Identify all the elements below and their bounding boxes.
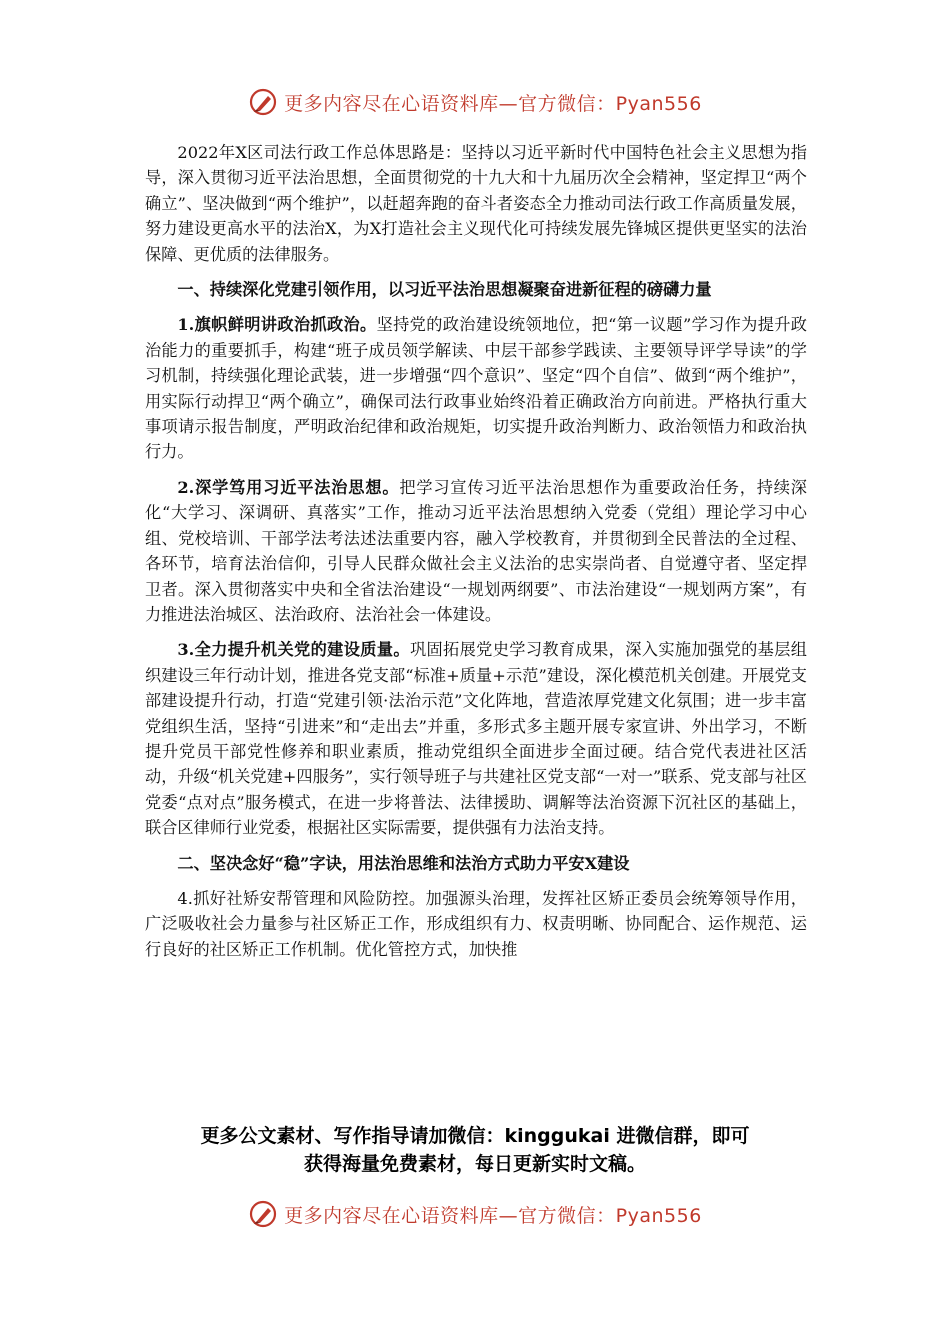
promo-line-1: 更多公文素材、写作指导请加微信：kinggukai 进微信群，即可 [200,1125,750,1147]
promo-notice [0,1122,950,1178]
item-3-body: 巩固拓展党史学习教育成果，深入实施加强党的基层组织建设三年行动计划，推进各党支部“标准+质量+示范”建设，深化模范机关创建。开展党支部建设提升行动，打造“党建引领·法治示范”文化阵地，营造浓厚党建文化氛围；进一步丰富党组织生活，坚持“引进来”和“走出去”并重，多形式多主题开展专家宣讲、外出学习，不断提升党员干部党性修养和职业素质，推动党组织全面进步全面过硬。结合党代表进社区活动，升级“机关党建+四服务”，实行领导班子与共建社区党支部“一对一”联系、党支部与社区党委“点对点”服务模式，在进一步将普法、法律援助、调解等法治资源下沉社区的基础上，联合区律师行业党委，根据社区实际需要，提供强有力法治支持。 [145,640,807,838]
header-banner-text: 更多内容尽在心语资料库—官方微信：Pyan556 [284,92,702,115]
item-4-paragraph: 4.抓好社矫安帮管理和风险防控。加强源头治理，发挥社区矫正委员会统筹领导作用，广泛吸收社会力量参与社区矫正工作，形成组织有力、权责明晰、协同配合、运作规范、运行良好的社区矫正工作机制。优化管控方式，加快推 [145,888,807,959]
section-2-heading: 二、坚决念好“稳”字诀，用法治思维和法治方式助力平安X建设 [177,853,630,873]
item-3-paragraph [145,637,807,840]
section-1-heading: 一、持续深化党建引领作用，以习近平法治思想凝聚奋进新征程的磅礴力量 [177,280,712,300]
pen-logo-icon [248,87,278,117]
pen-logo-icon [248,1199,278,1229]
document-body [145,140,807,972]
footer-watermark-banner [0,1194,950,1234]
footer-banner-text: 更多内容尽在心语资料库—官方微信：Pyan556 [284,1204,702,1227]
item-1-body: 坚持党的政治建设统领地位，把“第一议题”学习作为提升政治能力的重要抓手，构建“班子成员领学解读、中层干部参学践读、主要领导评学导读”的学习机制，持续强化理论武装，进一步增强“四个意识”、坚定“四个自信”、做到“两个维护”，用实际行动捍卫“两个确立”，确保司法行政事业始终沿着正确政治方向前进。严格执行重大事项请示报告制度，严明政治纪律和政治规矩，切实提升政治判断力、政治领悟力和政治执行力。 [145,315,807,462]
item-1-lead: 1.旗帜鲜明讲政治抓政治。 [177,315,377,335]
item-2-paragraph [145,475,807,627]
item-2-body: 把学习宣传习近平法治思想作为重要政治任务，持续深化“大学习、深调研、真落实”工作，推动习近平法治思想纳入党委（党组）理论学习中心组、党校培训、干部学法考法述法重要内容，融入学校教育，并贯彻到全民普法的全过程、各环节，培育法治信仰，引导人民群众做社会主义法治的忠实崇尚者、自觉遵守者、坚定捍卫者。深入贯彻落实中央和全省法治建设“一规划两纲要”、市法治建设“一规划两方案”，有力推进法治城区、法治政府、法治社会一体建设。 [145,477,807,624]
promo-line-2: 获得海量免费素材，每日更新实时文稿。 [303,1153,646,1175]
item-1-paragraph [145,312,807,464]
item-3-lead: 3.全力提升机关党的建设质量。 [177,640,410,660]
header-watermark-banner [0,82,950,122]
intro-paragraph: 2022年X区司法行政工作总体思路是：坚持以习近平新时代中国特色社会主义思想为指导，深入贯彻习近平法治思想，全面贯彻党的十九大和十九届历次全会精神，坚定捍卫“两个确立”、坚决做到“两个维护”，以赶超奔跑的奋斗者姿态全力推动司法行政工作高质量发展，努力建设更高水平的法治X，为X打造社会主义现代化可持续发展先锋城区提供更坚实的法治保障、更优质的法律服务。 [145,143,807,264]
item-2-lead: 2.深学笃用习近平法治思想。 [177,477,400,497]
